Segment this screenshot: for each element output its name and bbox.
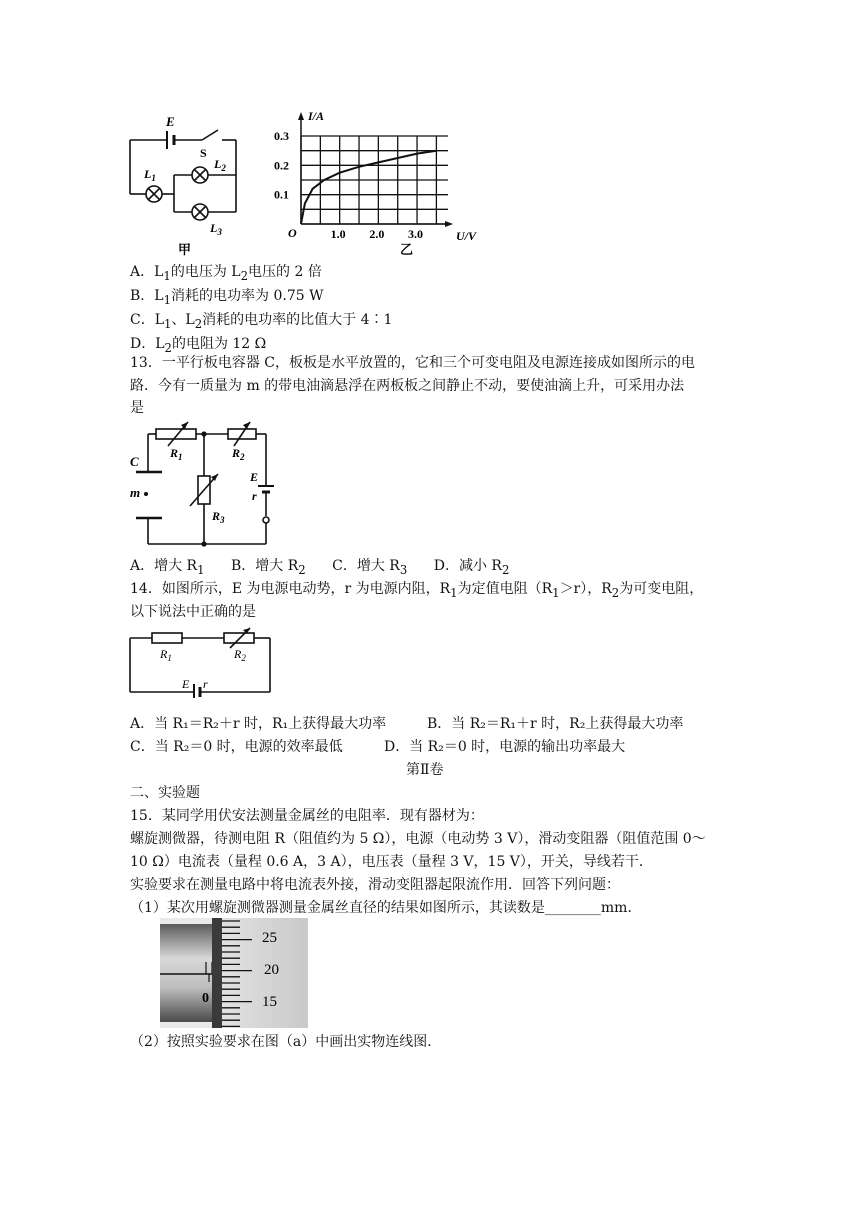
x-tick-label: 3.0 bbox=[408, 227, 424, 241]
q12-option-b: B．$L_1$消耗的电功率为 0.75 W bbox=[130, 288, 324, 307]
iu-chart-yi bbox=[270, 106, 490, 256]
label-r: r bbox=[252, 489, 257, 503]
y-tick-label: 0.2 bbox=[274, 158, 289, 173]
y-axis-arrow bbox=[298, 112, 304, 120]
label-r1: $R_1$ bbox=[170, 446, 183, 462]
x-axis-arrow bbox=[445, 221, 453, 227]
label-r: r bbox=[203, 677, 208, 691]
q13-options: A．增大 $R_1$ B．增大 $R_2$ C．增大 $R_3$ D．减小 $R_2$ bbox=[130, 558, 510, 577]
label-r1: $R_1$ bbox=[160, 647, 172, 663]
micrometer-thimble-15: 15 bbox=[262, 994, 277, 1010]
q14-line-2: 以下说法中正确的是 bbox=[130, 604, 256, 620]
iu-curve bbox=[301, 151, 436, 224]
label-r3: $R_3$ bbox=[212, 509, 225, 525]
micrometer-thimble-20: 20 bbox=[264, 962, 279, 978]
q14-option-b: B．当 R₂＝R₁＋r 时，R₂上获得最大功率 bbox=[427, 716, 684, 732]
circuit-diagram-q14 bbox=[126, 626, 276, 698]
q12-option-d: D．$L_2$的电阻为 12 Ω bbox=[130, 336, 267, 355]
micrometer-image bbox=[160, 918, 308, 1028]
q14-option-a: A．当 R₁＝R₂＋r 时，R₁上获得最大功率 bbox=[130, 716, 387, 732]
micrometer-thimble-25: 25 bbox=[262, 930, 277, 946]
label-s: S bbox=[200, 146, 207, 160]
label-e: E bbox=[166, 114, 175, 129]
q13-line-1: 13．一平行板电容器 C，板板是水平放置的，它和三个可变电阻及电源连接成如图所示的电 bbox=[130, 355, 695, 371]
caption-jia: 甲 bbox=[178, 242, 192, 257]
label-r2: $R_2$ bbox=[234, 647, 246, 663]
q12-option-a: A．$L_1$的电压为 $L_2$电压的 2 倍 bbox=[130, 264, 322, 283]
label-r2: $R_2$ bbox=[232, 446, 245, 462]
x-axis-label: U/V bbox=[456, 229, 477, 243]
q12-option-c: C．$L_1$、$L_2$消耗的电功率的比值大于 4∶1 bbox=[130, 312, 393, 331]
label-l1: $L_1$ bbox=[144, 167, 156, 183]
x-tick-label: 1.0 bbox=[330, 227, 346, 241]
section-heading: 二、实验题 bbox=[130, 785, 200, 801]
oil-drop bbox=[144, 492, 148, 496]
q14-option-d: D．当 R₂＝0 时，电源的输出功率最大 bbox=[384, 739, 626, 755]
origin-label: O bbox=[288, 226, 297, 240]
label-m: m bbox=[130, 485, 141, 500]
y-axis-label: I/A bbox=[308, 109, 325, 123]
q15-line-1: 15．某同学用伏安法测量金属丝的电阻率．现有器材为： bbox=[130, 808, 484, 824]
q15-line-5: （1）某次用螺旋测微器测量金属丝直径的结果如图所示，其读数是________mm． bbox=[130, 900, 642, 916]
q15-line-3: 10 Ω）电流表（量程 0.6 A，3 A），电压表（量程 3 V，15 V），开关，导线若干． bbox=[130, 854, 653, 870]
section-title: 第Ⅱ卷 bbox=[406, 762, 444, 778]
circuit-diagram-jia bbox=[122, 112, 252, 257]
q14-option-c: C．当 R₂＝0 时，电源的效率最低 bbox=[130, 739, 343, 755]
q15-line-4: 实验要求在测量电路中将电流表外接，滑动变阻器起限流作用．回答下列问题： bbox=[130, 877, 620, 893]
circuit-diagram-q13 bbox=[126, 420, 276, 552]
label-l3: $L_3$ bbox=[210, 221, 222, 237]
label-e: E bbox=[182, 677, 190, 691]
q15-line-6: （2）按照实验要求在图（a）中画出实物连线图． bbox=[130, 1034, 442, 1050]
label-l2: $L_2$ bbox=[214, 157, 226, 173]
y-tick-label: 0.3 bbox=[274, 129, 289, 143]
q13-line-2: 路．今有一质量为 m 的带电油滴悬浮在两板板之间静止不动，要使油滴上升，可采用办法 bbox=[130, 378, 685, 394]
label-capacitor-c: C bbox=[130, 454, 139, 469]
y-tick-label: 0.1 bbox=[274, 187, 289, 202]
q15-line-2: 螺旋测微器，待测电阻 R（阻值约为 5 Ω），电源（电动势 3 V），滑动变阻器（阻值范围 0～ bbox=[130, 831, 706, 847]
q14-line-1: 14．如图所示，E 为电源电动势，r 为电源内阻，$R_1$为定值电阻$(R_1>r)$，$R_2$为可变电阻， bbox=[130, 581, 704, 600]
x-tick-label: 2.0 bbox=[369, 227, 385, 241]
micrometer-sleeve-0: 0 bbox=[202, 991, 209, 1006]
q13-line-3: 是 bbox=[130, 400, 144, 416]
label-e: E bbox=[250, 470, 259, 484]
caption-yi: 乙 bbox=[400, 242, 414, 256]
